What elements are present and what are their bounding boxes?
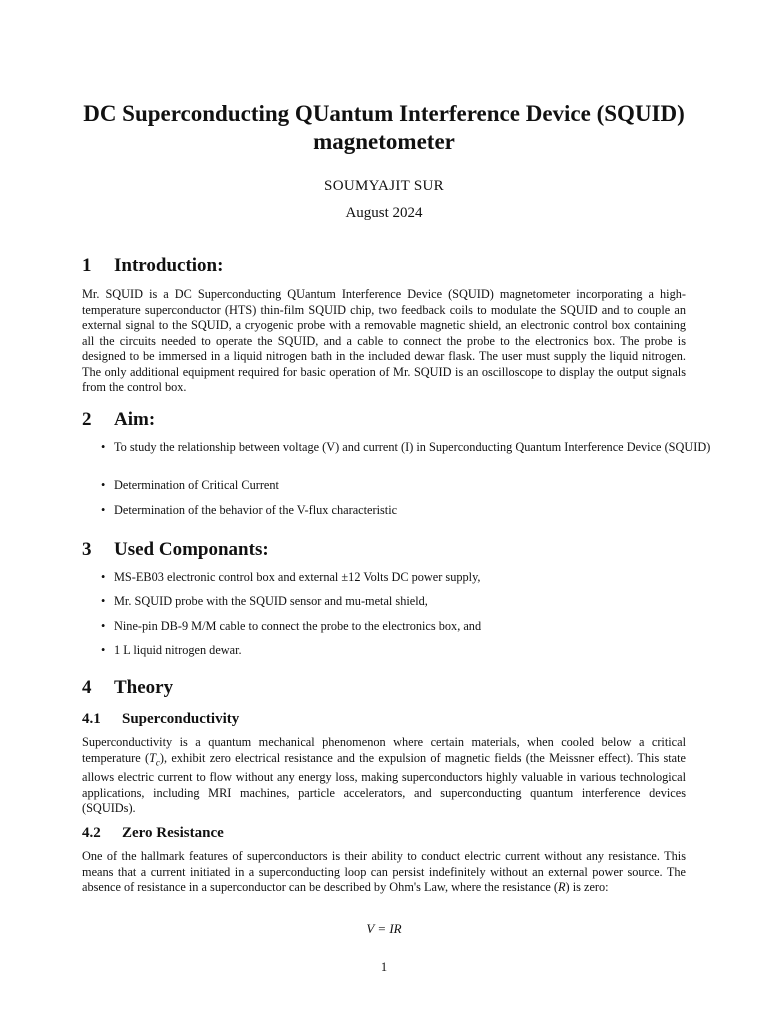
section-number: 4	[82, 677, 92, 698]
section-title: Introduction:	[114, 255, 224, 276]
list-item-text: Determination of the behavior of the V-flux characteristic	[114, 503, 398, 517]
list-item	[82, 643, 718, 659]
list-item-text: MS-EB03 electronic control box and external ±12 Volts DC power supply,	[114, 570, 481, 584]
paragraph-text: ), exhibit zero electrical resistance and the expulsion of magnetic fields (the Meissner effect). This state allows electric current to flow without any energy loss, making superconductors highly valuable in various technological applications, including MRI machines, particle accelerators, and superconducting quantum interference devices (SQUIDs).	[82, 750, 687, 816]
bullet-icon: •	[101, 594, 106, 608]
bullet-icon: •	[101, 570, 106, 584]
page-number: 1	[380, 960, 388, 974]
list-item-text: 1 L liquid nitrogen dewar.	[114, 643, 242, 657]
critical-temperature-subscript: c	[155, 756, 160, 767]
superconductivity-paragraph	[82, 735, 686, 817]
section-number: 3	[82, 539, 92, 560]
bullet-icon: •	[101, 440, 106, 454]
section-number: 2	[82, 409, 92, 430]
section-heading-components	[82, 539, 269, 561]
list-item	[82, 570, 718, 586]
paragraph-text: One of the hallmark features of superconductors is their ability to conduct electric current without any resistance. This means that a current initiated in a superconducting loop can persist indefinitely without an external power source. The absence of resistance in a superconductor can be described by Ohm's Law, where the resistance (	[82, 849, 686, 894]
section-number: 1	[82, 255, 92, 276]
list-item	[82, 619, 718, 635]
bullet-icon: •	[101, 478, 106, 492]
list-item	[82, 594, 718, 610]
section-title: Aim:	[114, 409, 156, 430]
bullet-icon: •	[101, 503, 106, 517]
list-item	[82, 503, 718, 519]
list-item	[82, 478, 718, 494]
list-item-text: Nine-pin DB-9 M/M cable to connect the probe to the electronics box, and	[114, 619, 482, 633]
document-title: DC Superconducting QUantum Interference Device (SQUID) magnetometer	[83, 101, 685, 154]
paragraph-text: ) is zero:	[565, 880, 609, 894]
list-item-text: To study the relationship between voltage (V) and current (I) in Superconducting Quantum Interference Device (SQUID)	[114, 440, 711, 454]
section-heading-aim	[82, 409, 155, 431]
subsection-heading-zero-resistance	[82, 824, 224, 842]
bullet-icon: •	[101, 619, 106, 633]
section-title: Theory	[114, 677, 174, 698]
section-heading-introduction	[82, 255, 223, 277]
subsection-number: 4.2	[82, 825, 101, 841]
ohms-law-equation: V = IR	[366, 921, 402, 936]
subsection-title: Superconductivity	[122, 711, 240, 727]
bullet-icon: •	[101, 643, 106, 657]
critical-temperature-symbol: T	[149, 750, 156, 765]
author-name: SOUMYAJIT SUR	[324, 178, 444, 194]
subsection-number: 4.1	[82, 711, 101, 727]
paragraph-text: Superconductivity is a quantum mechanical phenomenon where certain materials, when cooled below a critical temperature (	[82, 735, 686, 765]
zero-resistance-paragraph	[82, 849, 686, 896]
list-item-text: Determination of Critical Current	[114, 478, 279, 492]
list-item-text: Mr. SQUID probe with the SQUID sensor and mu-metal shield,	[114, 594, 428, 608]
subsection-heading-superconductivity	[82, 710, 239, 728]
section-title: Used Componants:	[114, 539, 269, 560]
section-heading-theory	[82, 677, 173, 699]
introduction-paragraph: Mr. SQUID is a DC Superconducting QUantum Interference Device (SQUID) magnetometer incorporating a high-temperature superconductor (HTS) thin-film SQUID chip, two feedback coils to modulate the SQUID and to couple an external signal to the SQUID, a cryogenic probe with a removable magnetic shield, an electronic control box containing all the circuits needed to operate the SQUID, and a cable to connect the probe to the electronics box. The probe is designed to be immersed in a liquid nitrogen bath in the included dewar flask. The user must supply the liquid nitrogen. The only additional equipment required for basic operation of Mr. SQUID is an oscilloscope to display the output signals from the control box.	[82, 287, 686, 394]
list-item	[82, 440, 718, 456]
subsection-title: Zero Resistance	[122, 825, 224, 841]
resistance-symbol: R	[558, 880, 566, 894]
document-date: August 2024	[345, 205, 423, 221]
